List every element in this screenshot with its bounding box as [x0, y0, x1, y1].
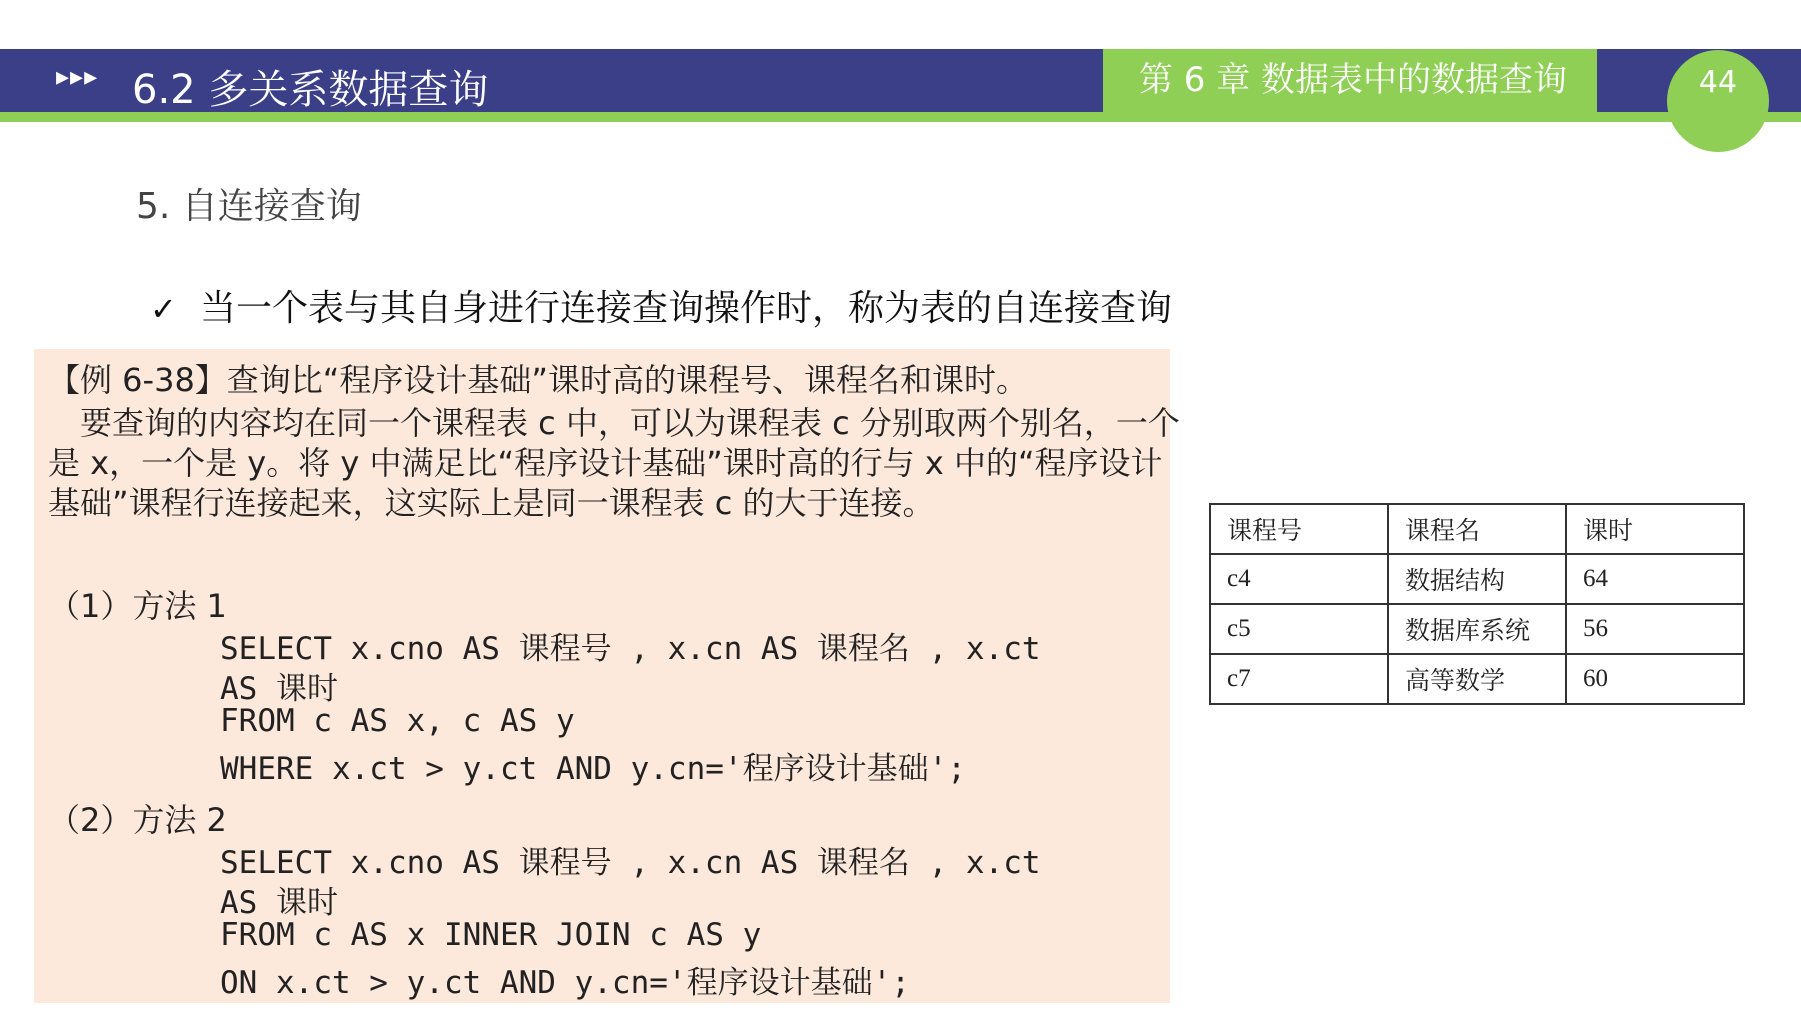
page-number-badge: 44: [1667, 50, 1769, 152]
table-header-cell: 课程号: [1210, 504, 1388, 554]
result-table: [1209, 503, 1745, 705]
method2-code-line: FROM c AS x INNER JOIN c AS y: [220, 917, 762, 953]
table-header-cell: 课时: [1566, 504, 1744, 554]
table-header-cell: 课程名: [1388, 504, 1566, 554]
chapter-title: 第 6 章 数据表中的数据查询: [1103, 49, 1597, 112]
method2-code-line: AS 课时: [220, 885, 338, 921]
table-cell: c5: [1210, 604, 1388, 654]
example-box: [34, 349, 1180, 1003]
table-cell: 64: [1566, 554, 1744, 604]
table-cell: c7: [1210, 654, 1388, 704]
method1-label: （1）方法 1: [48, 587, 227, 625]
method1-code-line: SELECT x.cno AS 课程号 , x.cn AS 课程名 , x.ct: [220, 631, 1041, 667]
subsection-heading: 5. 自连接查询: [136, 186, 362, 227]
table-cell: 60: [1566, 654, 1744, 704]
method1-code-line: FROM c AS x, c AS y: [220, 703, 575, 739]
table-row: [1210, 654, 1744, 704]
triple-arrow-icon: ▸▸▸: [56, 62, 99, 92]
table-cell: 高等数学: [1388, 654, 1566, 704]
example-paragraph: 要查询的内容均在同一个课程表 c 中，可以为课程表 c 分别取两个别名，一个是 x，一个是 y。将 y 中满足比“程序设计基础”课时高的行与 x 中的“程序设计基础”课程行连接起来，这实际上是同一课程表 c 的大于连接。: [48, 404, 1180, 522]
table-row: [1210, 554, 1744, 604]
method1-code-line: AS 课时: [220, 671, 338, 707]
bullet-item: [150, 280, 1172, 331]
table-header-row: [1210, 504, 1744, 554]
table-cell: 56: [1566, 604, 1744, 654]
example-title: 【例 6-38】查询比“程序设计基础”课时高的课程号、课程名和课时。: [48, 361, 1028, 399]
check-icon: ✓: [150, 290, 177, 328]
table-cell: 数据结构: [1388, 554, 1566, 604]
method2-code-line: SELECT x.cno AS 课程号 , x.cn AS 课程名 , x.ct: [220, 845, 1041, 881]
section-title: 6.2 多关系数据查询: [132, 67, 489, 113]
method2-label: （2）方法 2: [48, 801, 227, 839]
bullet-text: 当一个表与其自身进行连接查询操作时，称为表的自连接查询: [200, 288, 1173, 329]
table-row: [1210, 604, 1744, 654]
method2-code-line: ON x.ct > y.ct AND y.cn='程序设计基础';: [220, 965, 910, 1001]
table-cell: c4: [1210, 554, 1388, 604]
method1-code-line: WHERE x.ct > y.ct AND y.cn='程序设计基础';: [220, 751, 966, 787]
table-cell: 数据库系统: [1388, 604, 1566, 654]
